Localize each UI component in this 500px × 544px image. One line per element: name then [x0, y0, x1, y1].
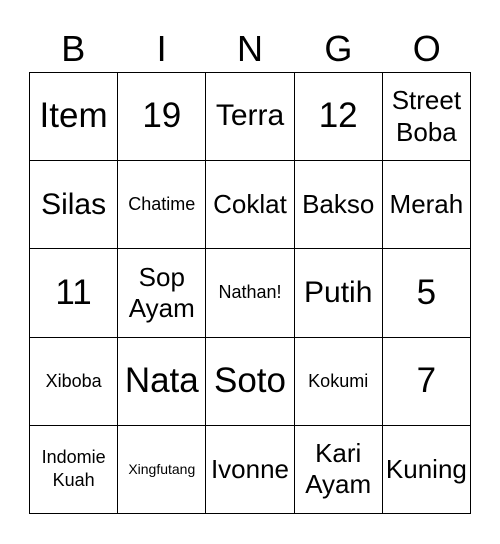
bingo-cell[interactable] [383, 426, 471, 514]
cell-label: Kari Ayam [305, 438, 372, 500]
bingo-cell[interactable] [295, 338, 383, 426]
bingo-cell[interactable] [30, 249, 118, 337]
cell-label: Terra [215, 99, 285, 133]
bingo-header [29, 26, 471, 72]
cell-label: Street Boba [391, 85, 462, 147]
cell-label: 12 [318, 96, 358, 136]
bingo-cell[interactable] [206, 73, 294, 161]
bingo-board [29, 72, 471, 514]
bingo-cell[interactable] [30, 161, 118, 249]
cell-label: 19 [142, 96, 182, 136]
bingo-cell[interactable] [295, 249, 383, 337]
bingo-cell[interactable] [295, 73, 383, 161]
bingo-cell[interactable] [30, 426, 118, 514]
bingo-cell[interactable] [30, 73, 118, 161]
cell-label: 7 [416, 360, 437, 400]
bingo-cell[interactable] [295, 426, 383, 514]
cell-label: Ivonne [210, 453, 290, 484]
bingo-cell[interactable] [206, 426, 294, 514]
cell-label: Bakso [302, 189, 375, 220]
bingo-cell[interactable] [383, 249, 471, 337]
cell-label: Nata [124, 360, 199, 400]
bingo-cell[interactable] [206, 249, 294, 337]
bingo-cell[interactable] [30, 338, 118, 426]
bingo-cell[interactable] [383, 338, 471, 426]
bingo-cell[interactable] [118, 161, 206, 249]
header-letter-g: G [324, 28, 353, 69]
cell-label: Putih [304, 275, 373, 309]
cell-label: Sop Ayam [128, 261, 195, 323]
cell-label: Coklat [213, 189, 287, 220]
cell-label: Nathan! [218, 282, 282, 303]
header-letter-i: I [156, 28, 167, 69]
cell-label: 5 [416, 272, 437, 312]
bingo-cell[interactable] [118, 338, 206, 426]
bingo-cell[interactable] [206, 161, 294, 249]
cell-label: Kokumi [308, 370, 369, 391]
cell-label: Indomie Kuah [41, 447, 106, 491]
bingo-cell[interactable] [295, 161, 383, 249]
cell-label: Soto [213, 360, 286, 400]
cell-label: Item [39, 96, 108, 136]
bingo-cell[interactable] [383, 73, 471, 161]
bingo-cell[interactable] [118, 73, 206, 161]
cell-label: Chatime [128, 194, 196, 215]
cell-label: Kuning [385, 453, 467, 484]
header-letter-n: N [236, 28, 263, 69]
bingo-cell[interactable] [118, 249, 206, 337]
header-letter-o: O [412, 28, 441, 69]
bingo-cell[interactable] [206, 338, 294, 426]
cell-label: Merah [389, 189, 464, 220]
cell-label: Xiboba [45, 370, 102, 391]
cell-label: 11 [55, 272, 92, 312]
bingo-cell[interactable] [383, 161, 471, 249]
cell-label: Xingfutang [128, 460, 196, 477]
bingo-cell[interactable] [118, 426, 206, 514]
header-letter-b: B [61, 28, 86, 69]
cell-label: Silas [41, 187, 107, 221]
